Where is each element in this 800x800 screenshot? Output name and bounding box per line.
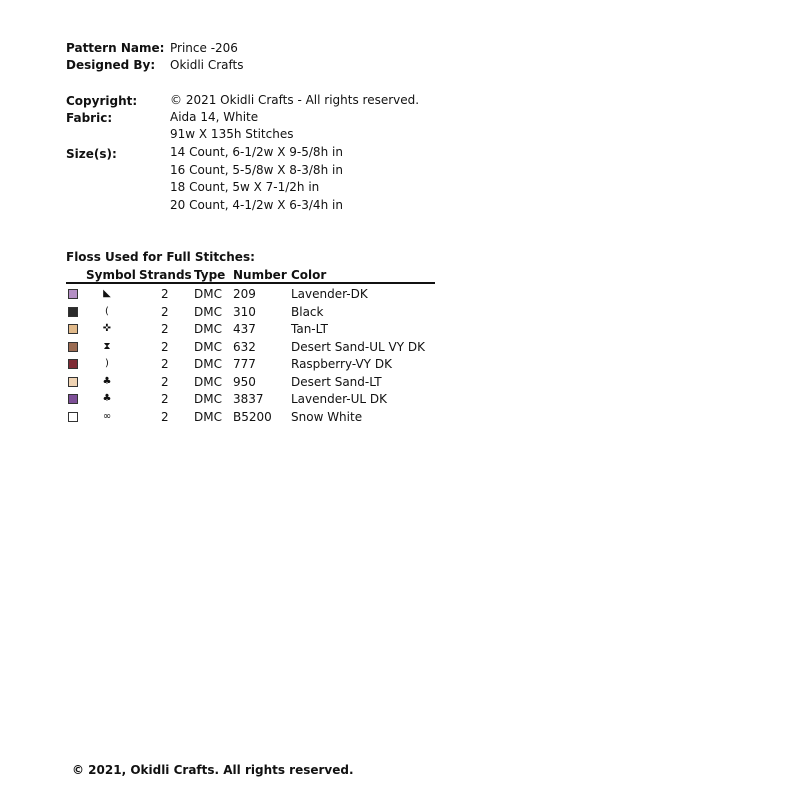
size-line: 16 Count, 5-5/8w X 8-3/8h in (170, 163, 343, 177)
type-cell: DMC (194, 392, 222, 406)
stitch-symbol: ✜ (102, 323, 112, 334)
color-name-cell: Lavender-DK (291, 287, 368, 301)
strands-cell: 2 (161, 287, 169, 301)
color-name-cell: Desert Sand-UL VY DK (291, 340, 425, 354)
number-cell: 310 (233, 305, 256, 319)
type-cell: DMC (194, 340, 222, 354)
column-header-number: Number (233, 268, 287, 282)
pattern-name-label: Pattern Name: (66, 41, 165, 55)
number-cell: B5200 (233, 410, 272, 424)
number-cell: 3837 (233, 392, 264, 406)
color-swatch (68, 307, 78, 317)
copyright-value: © 2021 Okidli Crafts - All rights reserved. (170, 93, 420, 107)
type-cell: DMC (194, 375, 222, 389)
stitch-symbol: ( (105, 306, 109, 317)
color-swatch (68, 324, 78, 334)
designed-by-value: Okidli Crafts (170, 58, 244, 72)
type-cell: DMC (194, 357, 222, 371)
pattern-name-value: Prince -206 (170, 41, 238, 55)
number-cell: 437 (233, 322, 256, 336)
table-header-rule (66, 282, 435, 284)
color-name-cell: Desert Sand-LT (291, 375, 382, 389)
color-name-cell: Tan-LT (291, 322, 328, 336)
strands-cell: 2 (161, 357, 169, 371)
strands-cell: 2 (161, 375, 169, 389)
column-header-symbol: Symbol (86, 268, 136, 282)
size-line: 14 Count, 6-1/2w X 9-5/8h in (170, 145, 343, 159)
type-cell: DMC (194, 305, 222, 319)
color-swatch (68, 377, 78, 387)
strands-cell: 2 (161, 322, 169, 336)
footer-copyright: © 2021, Okidli Crafts. All rights reserved. (72, 763, 354, 777)
color-name-cell: Raspberry-VY DK (291, 357, 392, 371)
copyright-label: Copyright: (66, 94, 138, 108)
stitch-symbol: ♣ (102, 376, 112, 387)
stitch-symbol: ⧗ (103, 341, 111, 352)
color-name-cell: Snow White (291, 410, 363, 424)
color-swatch (68, 289, 78, 299)
color-name-cell: Lavender-UL DK (291, 392, 388, 406)
type-cell: DMC (194, 322, 222, 336)
designed-by-label: Designed By: (66, 58, 156, 72)
color-swatch (68, 342, 78, 352)
color-swatch (68, 394, 78, 404)
stitch-symbol: ◣ (103, 288, 111, 299)
stitch-symbol: ) (105, 358, 109, 369)
strands-cell: 2 (161, 340, 169, 354)
strands-cell: 2 (161, 410, 169, 424)
stitch-symbol: ♣ (102, 393, 112, 404)
floss-title: Floss Used for Full Stitches: (66, 250, 255, 264)
size-line: 20 Count, 4-1/2w X 6-3/4h in (170, 198, 343, 212)
type-cell: DMC (194, 287, 222, 301)
number-cell: 632 (233, 340, 256, 354)
sizes-label: Size(s): (66, 147, 117, 161)
number-cell: 209 (233, 287, 256, 301)
column-header-color: Color (291, 268, 327, 282)
stitch-symbol: ∞ (102, 411, 112, 422)
column-header-type: Type (194, 268, 226, 282)
number-cell: 950 (233, 375, 256, 389)
strands-cell: 2 (161, 305, 169, 319)
column-header-strands: Strands (139, 268, 192, 282)
color-swatch (68, 412, 78, 422)
fabric-label: Fabric: (66, 111, 113, 125)
fabric-line-1: Aida 14, White (170, 110, 259, 124)
color-swatch (68, 359, 78, 369)
color-name-cell: Black (291, 305, 324, 319)
fabric-line-2: 91w X 135h Stitches (170, 127, 294, 141)
number-cell: 777 (233, 357, 256, 371)
size-line: 18 Count, 5w X 7-1/2h in (170, 180, 320, 194)
strands-cell: 2 (161, 392, 169, 406)
type-cell: DMC (194, 410, 222, 424)
